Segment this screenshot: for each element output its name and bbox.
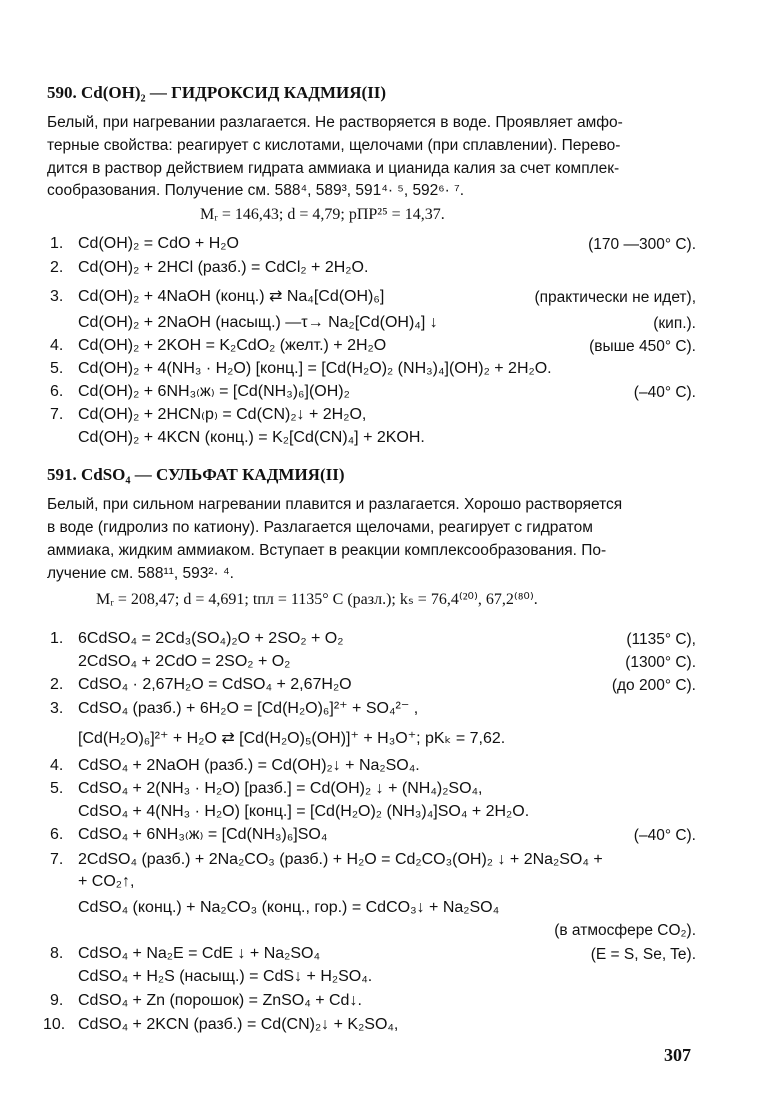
entry-590-description-line: Белый, при нагревании разлагается. Не растворяется в воде. Проявляет амфо- — [47, 114, 623, 131]
reaction-number: 9. — [50, 992, 64, 1009]
reaction-condition: (–40° C). — [633, 384, 696, 401]
reaction-number: 6. — [50, 826, 64, 843]
reaction-condition: (в атмосфере CO₂). — [554, 922, 696, 939]
reaction-condition: (1135° C), — [626, 631, 696, 648]
reaction-number: 3. — [50, 700, 64, 717]
reaction-equation: Cd(OH)₂ + 2HCN₍р₎ = Cd(CN)₂↓ + 2H₂O, — [78, 406, 367, 423]
reaction-number: 4. — [50, 337, 64, 354]
reaction-equation: CdSO₄ + 2KCN (разб.) = Cd(CN)₂↓ + K₂SO₄, — [78, 1016, 399, 1033]
reaction-equation: CdSO₄ + 4(NH₃ · H₂O) [конц.] = [Cd(H₂O)₂ (NH₃)₄]SO₄ + 2H₂O. — [78, 803, 530, 820]
reaction-number: 5. — [50, 780, 64, 797]
entry-591-description-line: аммиака, жидким аммиаком. Вступает в реакции комплексообразования. По- — [47, 542, 607, 559]
reaction-equation: CdSO₄ + 2(NH₃ · H₂O) [разб.] = Cd(OH)₂ ↓ + (NH₄)₂SO₄, — [78, 780, 483, 797]
reaction-number: 1. — [50, 630, 64, 647]
entry-590-description-line: сообразования. Получение см. 588⁴, 589³, 591⁴· ⁵, 592⁶· ⁷. — [47, 182, 465, 199]
reaction-number: 8. — [50, 945, 64, 962]
reaction-number: 10. — [43, 1016, 66, 1033]
page-number: 307 — [664, 1045, 691, 1065]
reaction-equation: CdSO₄ + Na₂E = CdE ↓ + Na₂SO₄ — [78, 945, 321, 962]
entry-590-heading: 590. Cd(OH)₂ — ГИДРОКСИД КАДМИЯ(II) — [47, 83, 387, 102]
entry-591-description-line: Белый, при сильном нагревании плавится и разлагается. Хорошо растворяется — [47, 496, 623, 513]
reaction-number: 1. — [50, 235, 64, 252]
reaction-equation: Cd(OH)₂ = CdO + H₂O — [78, 235, 239, 252]
reaction-number: 7. — [50, 851, 64, 868]
reaction-equation: 2CdSO₄ (разб.) + 2Na₂CO₃ (разб.) + H₂O = Cd₂CO₃(OH)₂ ↓ + 2Na₂SO₄ + — [78, 851, 603, 868]
reaction-equation: CdSO₄ + 2NaOH (разб.) = Cd(OH)₂↓ + Na₂SO₄. — [78, 757, 420, 774]
reaction-equation: Cd(OH)₂ + 4KCN (конц.) = K₂[Cd(CN)₄] + 2KOH. — [78, 429, 425, 446]
reaction-number: 6. — [50, 383, 64, 400]
reaction-equation: Cd(OH)₂ + 4NaOH (конц.) ⇄ Na₄[Cd(OH)₆] — [78, 288, 385, 305]
reaction-number: 4. — [50, 757, 64, 774]
reaction-equation: Cd(OH)₂ + 6NH₃₍ж₎ = [Cd(NH₃)₆](OH)₂ — [78, 383, 350, 400]
reaction-number: 3. — [50, 288, 64, 305]
reaction-equation: Cd(OH)₂ + 2HCl (разб.) = CdCl₂ + 2H₂O. — [78, 259, 369, 276]
reaction-equation: 2CdSO₄ + 2CdO = 2SO₂ + O₂ — [78, 653, 291, 670]
reaction-condition: (E = S, Se, Te). — [590, 946, 696, 963]
reaction-condition: (выше 450° C). — [589, 338, 696, 355]
reaction-equation: CdSO₄ + H₂S (насыщ.) = CdS↓ + H₂SO₄. — [78, 968, 373, 985]
entry-591-properties: Mᵣ = 208,47; d = 4,691; tпл = 1135° C (разл.); kₛ = 76,4⁽²⁰⁾, 67,2⁽⁸⁰⁾. — [96, 591, 538, 608]
entry-591-description-line: в воде (гидролиз по катиону). Разлагается щелочами, реагирует с гидратом — [47, 519, 593, 536]
reaction-equation: CdSO₄ · 2,67H₂O = CdSO₄ + 2,67H₂O — [78, 676, 352, 693]
reaction-equation: CdSO₄ (конц.) + Na₂CO₃ (конц., гор.) = CdCO₃↓ + Na₂SO₄ — [78, 899, 500, 916]
reaction-number: 7. — [50, 406, 64, 423]
reaction-equation: 6CdSO₄ = 2Cd₃(SO₄)₂O + 2SO₂ + O₂ — [78, 630, 344, 647]
reaction-number: 2. — [50, 676, 64, 693]
entry-591-heading: 591. CdSO₄ — СУЛЬФАТ КАДМИЯ(II) — [47, 465, 345, 484]
reaction-condition: (–40° C). — [633, 827, 696, 844]
reaction-equation: [Cd(H₂O)₆]²⁺ + H₂O ⇄ [Cd(H₂O)₅(OH)]⁺ + H₃O⁺; pKₖ = 7,62. — [78, 730, 506, 747]
reaction-equation: CdSO₄ + 6NH₃₍ж₎ = [Cd(NH₃)₆]SO₄ — [78, 826, 328, 843]
reaction-equation: + CO₂↑, — [78, 873, 135, 890]
reaction-condition: (кип.). — [653, 315, 696, 332]
reaction-equation: CdSO₄ (разб.) + 6H₂O = [Cd(H₂O)₆]²⁺ + SO₄²⁻ , — [78, 700, 419, 717]
entry-590-properties: Mᵣ = 146,43; d = 4,79; рПР²⁵ = 14,37. — [200, 206, 445, 223]
entry-591-description-line: лучение см. 588¹¹, 593²· ⁴. — [47, 565, 234, 582]
reaction-number: 5. — [50, 360, 64, 377]
reaction-equation: Cd(OH)₂ + 4(NH₃ · H₂O) [конц.] = [Cd(H₂O)₂ (NH₃)₄](OH)₂ + 2H₂O. — [78, 360, 552, 377]
reaction-condition: (1300° C). — [625, 654, 696, 671]
reaction-condition: (до 200° C). — [611, 677, 696, 694]
reaction-condition: (практически не идет), — [534, 289, 696, 306]
reaction-equation: CdSO₄ + Zn (порошок) = ZnSO₄ + Cd↓. — [78, 992, 362, 1009]
entry-590-description-line: дится в раствор действием гидрата аммиака и цианида калия за счет комплек- — [47, 160, 620, 177]
reaction-condition: (170 —300° C). — [588, 236, 696, 253]
reaction-equation: Cd(OH)₂ + 2NaOH (насыщ.) —τ→ Na₂[Cd(OH)₄] ↓ — [78, 314, 438, 331]
reaction-equation: Cd(OH)₂ + 2KOH = K₂CdO₂ (желт.) + 2H₂O — [78, 337, 387, 354]
reaction-number: 2. — [50, 259, 64, 276]
entry-590-description-line: терные свойства: реагирует с кислотами, щелочами (при сплавлении). Перево- — [47, 137, 621, 154]
